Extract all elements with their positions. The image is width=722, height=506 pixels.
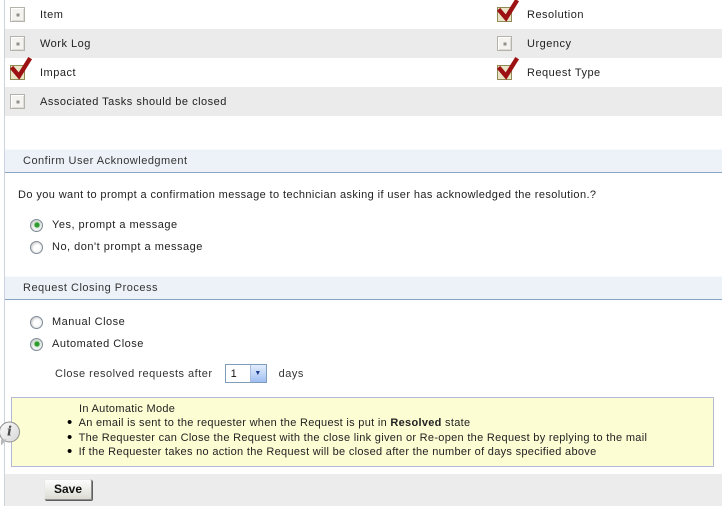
days-select-value: 1 (230, 367, 238, 380)
radio-option-automated-close[interactable] (30, 333, 722, 355)
checkbox-row (5, 58, 722, 87)
checkbox-label: Resolution (527, 8, 584, 21)
checkbox-icon[interactable] (10, 7, 25, 22)
checkbox-row (5, 0, 722, 29)
dropdown-arrow-button[interactable] (250, 365, 266, 382)
checkbox-cell-item (5, 0, 492, 29)
radio-icon[interactable] (30, 219, 43, 232)
spacer (5, 258, 722, 276)
checkbox-icon[interactable] (497, 7, 512, 22)
checkbox-row (5, 29, 722, 58)
bullet-text: The Requester can Close the Request with the close link given or Re-open the Request by replying to the mail (78, 431, 648, 444)
bullet-text: If the Requester takes no action the Request will be closed after the number of days specified above (78, 446, 597, 459)
checkbox-cell-impact (5, 58, 492, 87)
checkmark-icon (11, 58, 31, 81)
radio-label: No, don't prompt a message (52, 241, 203, 253)
radio-icon[interactable] (30, 241, 43, 254)
info-icon-glyph: i (7, 424, 12, 440)
radio-label: Manual Close (52, 316, 126, 328)
checkbox-icon[interactable] (497, 65, 512, 80)
radio-option-no-prompt[interactable] (30, 236, 722, 258)
closing-mode-radio-group (30, 311, 722, 355)
radio-icon[interactable] (30, 316, 43, 329)
checkbox-label: Request Type (527, 66, 601, 79)
radio-label: Yes, prompt a message (52, 219, 178, 231)
checkbox-label: Associated Tasks should be closed (40, 95, 227, 108)
bullet-text: An email is sent to the requester when the Request is put in (78, 417, 391, 430)
acknowledgment-radio-group (30, 214, 722, 258)
checkbox-icon[interactable] (10, 36, 25, 51)
days-select[interactable] (225, 364, 267, 383)
checkbox-cell-associated-tasks (5, 87, 492, 116)
chevron-down-icon: ▼ (254, 370, 262, 377)
checkbox-icon[interactable] (10, 65, 25, 80)
info-icon (0, 421, 20, 442)
save-button[interactable]: Save (44, 479, 92, 500)
checkbox-cell-empty (492, 87, 722, 116)
checkbox-label: Item (40, 8, 64, 21)
checkbox-cell-request-type (492, 58, 722, 87)
close-after-prefix-label: Close resolved requests after (55, 367, 213, 380)
page-content (4, 0, 722, 506)
info-heading: In Automatic Mode (79, 403, 176, 415)
checkbox-icon[interactable] (497, 36, 512, 51)
save-bar (5, 474, 722, 506)
checkbox-label: Impact (40, 66, 77, 79)
spacer (5, 116, 722, 149)
info-bullet (67, 431, 705, 445)
info-bullet (67, 445, 705, 459)
checkbox-cell-resolution (492, 0, 722, 29)
info-bullet (67, 416, 705, 430)
checkbox-row (5, 87, 722, 116)
bullet-bold-text: Resolved (390, 417, 442, 430)
radio-option-manual-close[interactable] (30, 311, 722, 333)
info-bullet-list (67, 416, 705, 459)
acknowledgment-question-text: Do you want to prompt a confirmation message to technician asking if user has acknowledged the resolution.? (18, 189, 597, 201)
close-after-row (55, 364, 722, 383)
radio-label: Automated Close (52, 338, 144, 350)
radio-option-yes-prompt[interactable] (30, 214, 722, 236)
automatic-mode-info-box (7, 397, 714, 467)
mandatory-fields-grid (5, 0, 722, 116)
section-header-request-closing: Request Closing Process (5, 276, 722, 300)
close-after-suffix-label: days (278, 367, 304, 380)
checkmark-icon (498, 58, 518, 81)
checkbox-icon[interactable] (10, 94, 25, 109)
bullet-text: state (441, 417, 471, 430)
checkbox-label: Work Log (40, 37, 91, 50)
section-header-confirm-acknowledgment: Confirm User Acknowledgment (5, 149, 722, 173)
checkbox-cell-urgency (492, 29, 722, 58)
checkbox-cell-worklog (5, 29, 492, 58)
radio-icon[interactable] (30, 338, 43, 351)
checkbox-label: Urgency (527, 37, 572, 50)
checkmark-icon (498, 0, 518, 23)
